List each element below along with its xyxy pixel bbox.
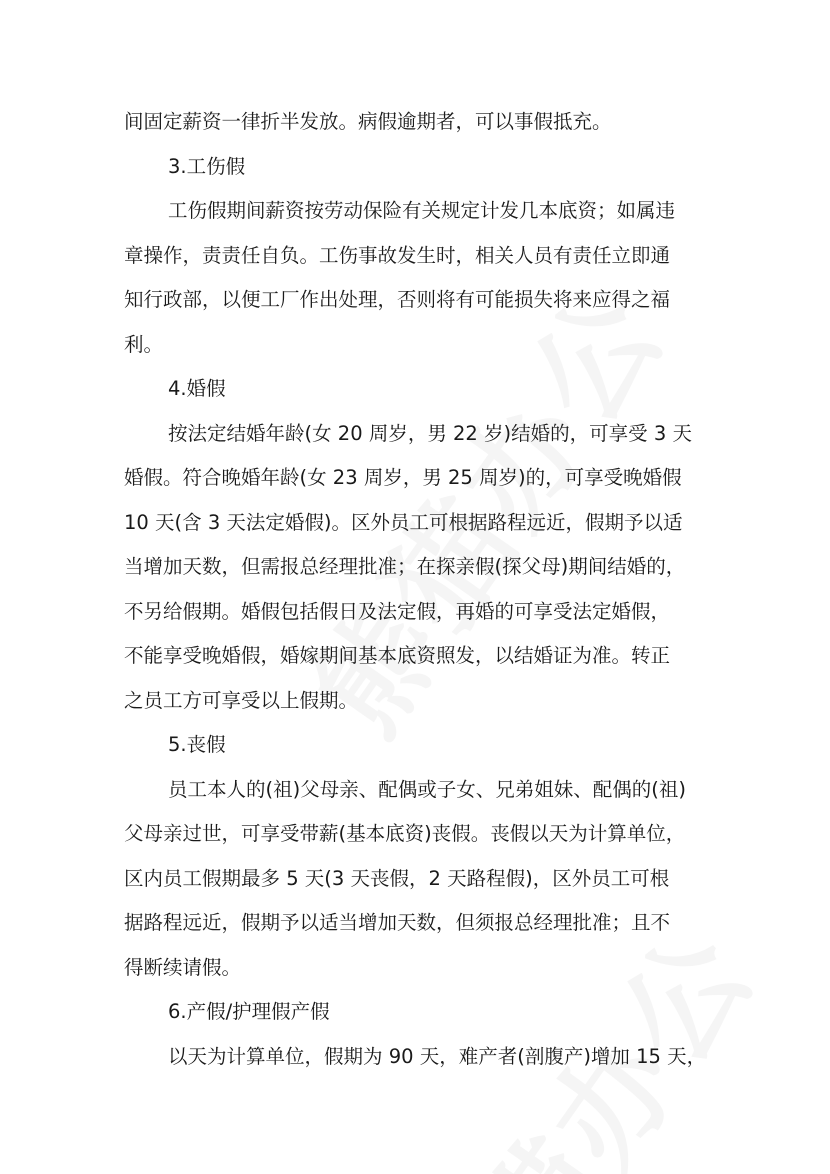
body-line: 得断续请假。	[124, 955, 242, 979]
paragraph-line: 员工本人的(祖)父母亲、配偶或子女、兄弟姐妹、配偶的(祖)	[168, 777, 686, 801]
section-heading-bereavement-leave: 5.丧假	[168, 733, 226, 756]
body-line: 不能享受晚婚假，婚嫁期间基本底资照发，以结婚证为准。转正	[124, 644, 671, 667]
body-line: 知行政部，以便工厂作出处理，否则将有可能损失将来应得之福	[124, 288, 671, 311]
body-line: 不另给假期。婚假包括假日及法定假，再婚的可享受法定婚假，	[124, 599, 671, 623]
paragraph-line: 以天为计算单位，假期为 90 天，难产者(剖腹产)增加 15 天，	[168, 1044, 707, 1068]
document-body	[124, 100, 714, 1079]
body-line: 当增加天数，但需报总经理批准；在探亲假(探父母)期间结婚的，	[124, 555, 686, 578]
body-line: 父母亲过世，可享受带薪(基本底资)丧假。丧假以天为计算单位，	[124, 822, 686, 845]
section-heading-marriage-leave: 4.婚假	[168, 377, 226, 400]
section-heading-injury-leave: 3.工伤假	[168, 154, 246, 178]
body-line: 利。	[124, 332, 164, 356]
body-line: 据路程远近，假期予以适当增加天数，但须报总经理批准；且不	[124, 911, 671, 934]
body-line: 章操作，责责任自负。工伤事故发生时，相关人员有责任立即通	[124, 243, 671, 267]
paragraph-line: 工伤假期间薪资按劳动保险有关规定计发几本底资；如属违	[168, 199, 676, 222]
body-line: 间固定薪资一律折半发放。病假逾期者，可以事假抵充。	[124, 110, 612, 133]
body-line: 10 天(含 3 天法定婚假)。区外员工可根据路程远近，假期予以适	[124, 510, 683, 534]
paragraph-line: 按法定结婚年龄(女 20 周岁，男 22 岁)结婚的，可享受 3 天	[168, 421, 692, 445]
body-line: 之员工方可享受以上假期。	[124, 688, 359, 712]
section-heading-maternity-leave: 6.产假/护理假产假	[168, 1000, 330, 1023]
body-line: 区内员工假期最多 5 天(3 天丧假，2 天路程假)，区外员工可根	[124, 866, 670, 890]
body-line: 婚假。符合晚婚年龄(女 23 周岁，男 25 周岁)的，可享受晚婚假	[124, 466, 682, 489]
